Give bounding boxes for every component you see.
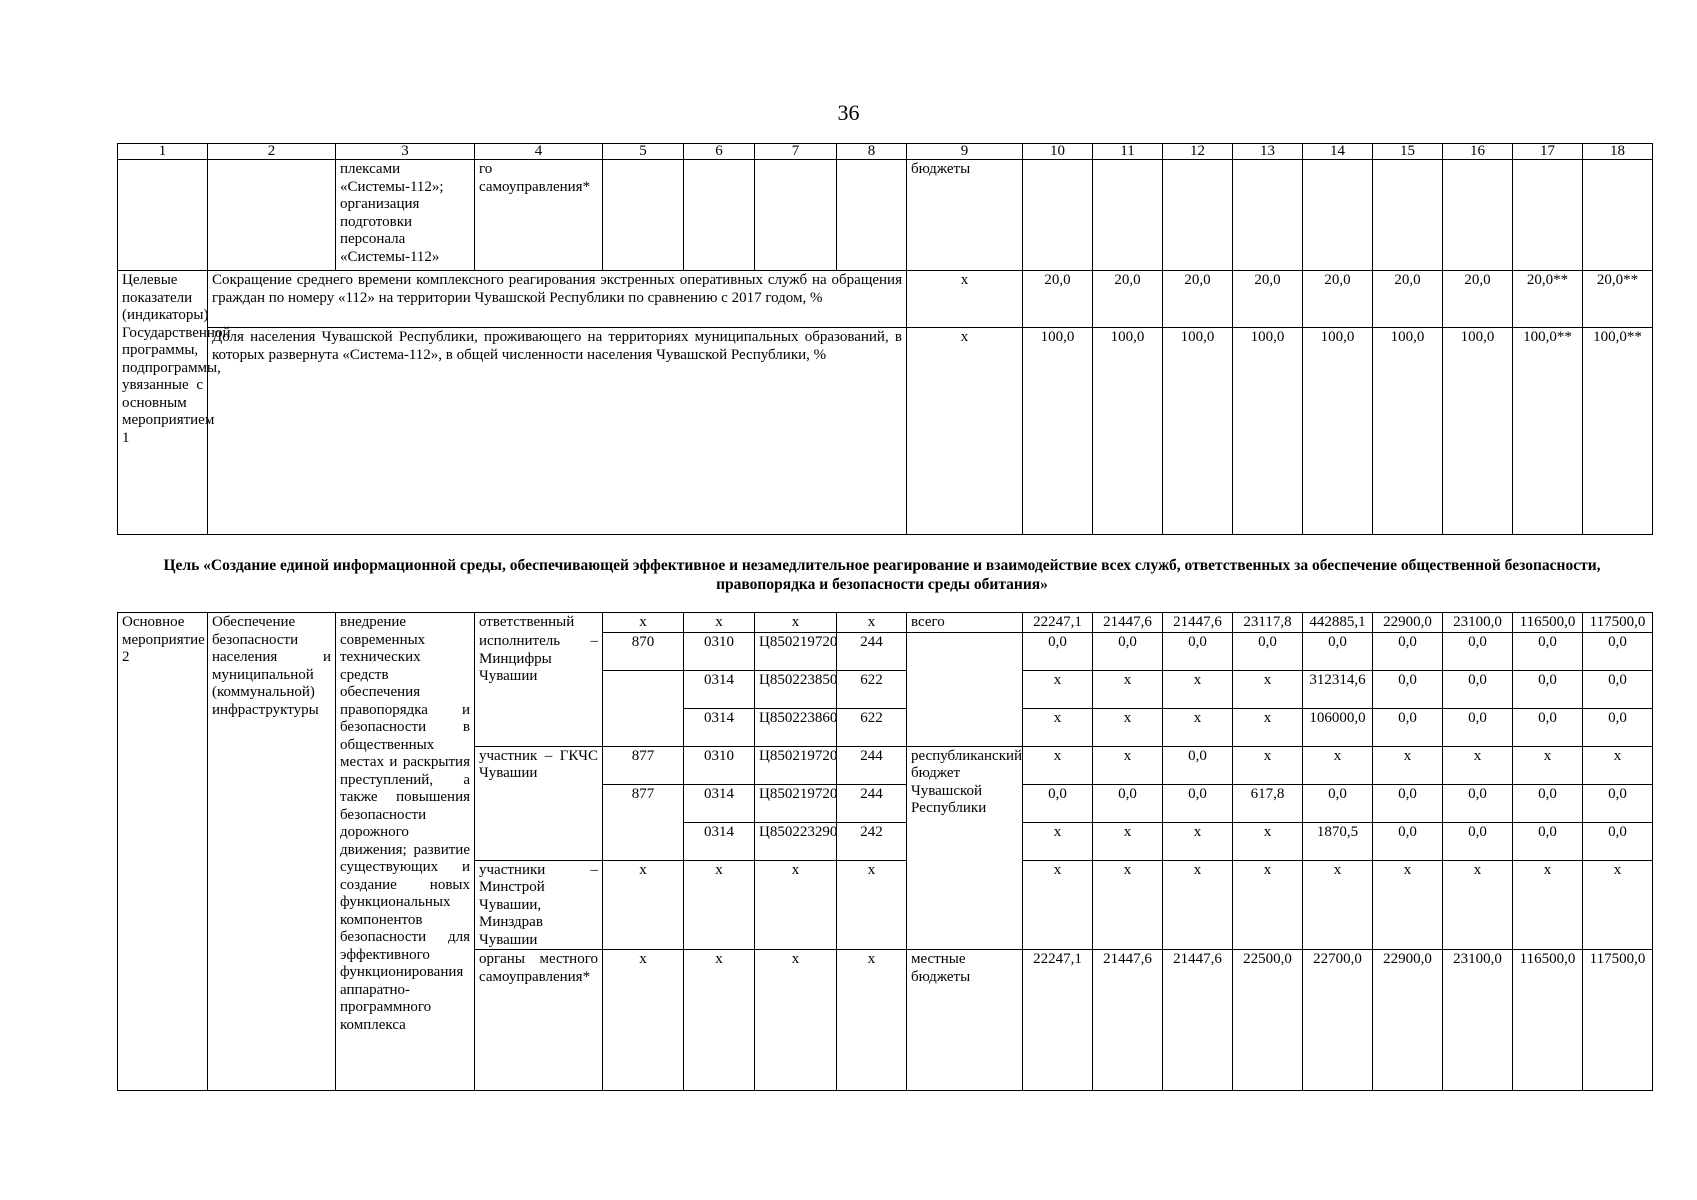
- indicator-value: 20,0: [1023, 271, 1093, 328]
- value-cell: 617,8: [1233, 784, 1303, 822]
- value-cell: 0,0: [1233, 632, 1303, 670]
- value-cell: 0,0: [1583, 708, 1653, 746]
- code-cell: Ц850223850: [755, 670, 837, 708]
- budget-local: местные бюджеты: [907, 950, 1023, 1091]
- value-cell: 117500,0: [1583, 950, 1653, 1091]
- col-number: 5: [603, 144, 684, 160]
- col-number: 17: [1513, 144, 1583, 160]
- table-row: [118, 613, 1653, 633]
- value-cell: x: [1233, 670, 1303, 708]
- measure-title: Обеспечение безопасности населения и муниципальной (коммунальной) инфраструктуры: [208, 613, 336, 1091]
- value-cell: x: [1233, 822, 1303, 860]
- value-cell: 0,0: [1583, 822, 1653, 860]
- value-cell: 0,0: [1373, 784, 1443, 822]
- code-cell: 242: [837, 822, 907, 860]
- value-cell: 0,0: [1163, 632, 1233, 670]
- value-cell: 0,0: [1023, 784, 1093, 822]
- code-cell: 877: [603, 746, 684, 784]
- indicator-value: 100,0**: [1513, 328, 1583, 535]
- value-cell: 22900,0: [1373, 613, 1443, 633]
- indicator-value: 20,0**: [1583, 271, 1653, 328]
- col-number: 9: [907, 144, 1023, 160]
- value-cell: 21447,6: [1093, 950, 1163, 1091]
- indicators-label: Целевые показатели (индикаторы) Государственной программы, подпрограммы, увязанные с основным мероприятием 1: [118, 271, 208, 535]
- indicator-c9: x: [907, 271, 1023, 328]
- code-cell: x: [603, 613, 684, 633]
- code-cell: [603, 708, 684, 746]
- col-number: 8: [837, 144, 907, 160]
- code-cell: Ц850219720: [755, 632, 837, 670]
- value-cell: 0,0: [1373, 708, 1443, 746]
- value-cell: 0,0: [1373, 822, 1443, 860]
- value-cell: 0,0: [1373, 632, 1443, 670]
- value-cell: x: [1233, 708, 1303, 746]
- indicator-value: 100,0: [1163, 328, 1233, 535]
- page-number: 36: [837, 100, 860, 125]
- value-cell: 0,0: [1373, 670, 1443, 708]
- value-cell: 0,0: [1443, 708, 1513, 746]
- indicator-text: Сокращение среднего времени комплексного реагирования экстренных оперативных служб на обращения граждан по номеру «112» на территории Чувашской Республики по сравнению с 2017 годом, %: [208, 271, 907, 328]
- value-cell: 1870,5: [1303, 822, 1373, 860]
- indicator-value: 100,0: [1443, 328, 1513, 535]
- value-cell: x: [1093, 860, 1163, 950]
- col-number: 7: [755, 144, 837, 160]
- value-cell: 0,0: [1163, 784, 1233, 822]
- code-cell: x: [603, 860, 684, 950]
- value-cell: 0,0: [1093, 784, 1163, 822]
- code-cell: Ц850223860: [755, 708, 837, 746]
- code-cell: 0314: [684, 708, 755, 746]
- value-cell: x: [1303, 746, 1373, 784]
- code-cell: x: [684, 613, 755, 633]
- indicator-text: Доля населения Чувашской Республики, проживающего на территориях муниципальных образований, в которых развернута «Система-112», в общей численности населения Чувашской Республики, %: [208, 328, 907, 535]
- measure-name: Основное мероприятие 2: [118, 613, 208, 1091]
- value-cell: x: [1583, 746, 1653, 784]
- code-cell: x: [755, 950, 837, 1091]
- local-government: органы местного самоуправления*: [475, 950, 603, 1091]
- col-number: 6: [684, 144, 755, 160]
- code-cell: 622: [837, 670, 907, 708]
- value-cell: 0,0: [1513, 784, 1583, 822]
- value-cell: 21447,6: [1163, 950, 1233, 1091]
- col-number: 18: [1583, 144, 1653, 160]
- value-cell: x: [1513, 746, 1583, 784]
- value-cell: x: [1163, 670, 1233, 708]
- participant-gkchs: участник – ГКЧС Чувашии: [475, 746, 603, 860]
- participants-other: участники – Минстрой Чувашии, Минздрав Чувашии: [475, 860, 603, 950]
- value-cell: 0,0: [1443, 632, 1513, 670]
- activity-cell: плексами «Системы-112»; организация подготовки персонала «Системы-112»: [336, 160, 475, 271]
- value-cell: 0,0: [1583, 784, 1653, 822]
- code-cell: Ц850219720: [755, 784, 837, 822]
- indicator-row: [118, 328, 1653, 535]
- indicator-value: 100,0: [1093, 328, 1163, 535]
- indicator-c9: x: [907, 328, 1023, 535]
- code-cell: 0314: [684, 822, 755, 860]
- value-cell: x: [1443, 746, 1513, 784]
- col-number: 3: [336, 144, 475, 160]
- value-cell: 22247,1: [1023, 613, 1093, 633]
- code-cell: 0310: [684, 632, 755, 670]
- code-cell: x: [755, 860, 837, 950]
- code-cell: 244: [837, 746, 907, 784]
- value-cell: x: [1093, 708, 1163, 746]
- indicator-value: 100,0**: [1583, 328, 1653, 535]
- program-table-upper: [117, 143, 1653, 535]
- col-number: 14: [1303, 144, 1373, 160]
- value-cell: x: [1303, 860, 1373, 950]
- value-cell: 22700,0: [1303, 950, 1373, 1091]
- col-number: 16: [1443, 144, 1513, 160]
- col-number: 12: [1163, 144, 1233, 160]
- value-cell: x: [1233, 746, 1303, 784]
- col-number: 15: [1373, 144, 1443, 160]
- code-cell: 244: [837, 632, 907, 670]
- indicator-value: 100,0: [1233, 328, 1303, 535]
- responsible-label: ответственный: [475, 613, 603, 633]
- value-cell: 22247,1: [1023, 950, 1093, 1091]
- code-cell: [603, 670, 684, 708]
- code-cell: 0314: [684, 670, 755, 708]
- value-cell: 117500,0: [1583, 613, 1653, 633]
- indicator-value: 20,0**: [1513, 271, 1583, 328]
- value-cell: x: [1373, 746, 1443, 784]
- continuation-row: [118, 160, 1653, 271]
- code-cell: x: [755, 613, 837, 633]
- value-cell: x: [1583, 860, 1653, 950]
- goal-heading: Цель «Создание единой информационной среды, обеспечивающей эффективное и незамедлительное реагирование и взаимодействие всех служб, ответственных за обеспечение общественной безопасности, правопорядка и безопасности среды обитания»: [163, 557, 1601, 593]
- code-cell: x: [603, 950, 684, 1091]
- code-cell: Ц850219720: [755, 746, 837, 784]
- code-cell: Ц850223290: [755, 822, 837, 860]
- value-cell: 0,0: [1443, 784, 1513, 822]
- code-cell: 877: [603, 784, 684, 822]
- code-cell: 870: [603, 632, 684, 670]
- value-cell: x: [1023, 822, 1093, 860]
- value-cell: x: [1093, 746, 1163, 784]
- indicator-value: 100,0: [1303, 328, 1373, 535]
- code-cell: x: [684, 950, 755, 1091]
- col-number: 2: [208, 144, 336, 160]
- value-cell: x: [1023, 860, 1093, 950]
- code-cell: [603, 822, 684, 860]
- code-cell: 622: [837, 708, 907, 746]
- value-cell: 22900,0: [1373, 950, 1443, 1091]
- value-cell: 0,0: [1443, 822, 1513, 860]
- code-cell: x: [684, 860, 755, 950]
- value-cell: 0,0: [1513, 708, 1583, 746]
- value-cell: 0,0: [1583, 632, 1653, 670]
- value-cell: 0,0: [1303, 632, 1373, 670]
- col-number: 10: [1023, 144, 1093, 160]
- budget-republic: республиканский бюджет Чувашской Республики: [907, 746, 1023, 950]
- value-cell: 106000,0: [1303, 708, 1373, 746]
- value-cell: 116500,0: [1513, 950, 1583, 1091]
- indicator-value: 20,0: [1443, 271, 1513, 328]
- value-cell: 23117,8: [1233, 613, 1303, 633]
- code-cell: x: [837, 860, 907, 950]
- value-cell: 0,0: [1023, 632, 1093, 670]
- program-table-lower: [117, 612, 1653, 1091]
- value-cell: 0,0: [1513, 670, 1583, 708]
- value-cell: 23100,0: [1443, 950, 1513, 1091]
- code-cell: 0314: [684, 784, 755, 822]
- value-cell: x: [1373, 860, 1443, 950]
- value-cell: x: [1513, 860, 1583, 950]
- indicator-row: [118, 271, 1653, 328]
- measure-activity: внедрение современных технических средств обеспечения правопорядка и безопасности в общественных местах и раскрытия преступлений, а также повышения безопасности дорожного движения; развитие существующих и создание новых функциональных компонентов безопасности для эффективного функционирования аппаратно-программного комплекса: [336, 613, 475, 1091]
- value-cell: 312314,6: [1303, 670, 1373, 708]
- value-cell: 0,0: [1093, 632, 1163, 670]
- indicator-value: 20,0: [1233, 271, 1303, 328]
- budget-total: всего: [907, 613, 1023, 633]
- code-cell: x: [837, 613, 907, 633]
- value-cell: 22500,0: [1233, 950, 1303, 1091]
- col-number: 13: [1233, 144, 1303, 160]
- responsible-executor: исполнитель – Минцифры Чувашии: [475, 632, 603, 746]
- value-cell: x: [1023, 670, 1093, 708]
- code-cell: x: [837, 950, 907, 1091]
- value-cell: 0,0: [1303, 784, 1373, 822]
- value-cell: 0,0: [1443, 670, 1513, 708]
- indicator-value: 20,0: [1303, 271, 1373, 328]
- indicator-value: 100,0: [1023, 328, 1093, 535]
- value-cell: 442885,1: [1303, 613, 1373, 633]
- col-number: 4: [475, 144, 603, 160]
- budget-source-cell: бюджеты: [907, 160, 1023, 271]
- value-cell: x: [1023, 746, 1093, 784]
- value-cell: x: [1093, 822, 1163, 860]
- value-cell: 0,0: [1163, 746, 1233, 784]
- value-cell: x: [1233, 860, 1303, 950]
- value-cell: 21447,6: [1093, 613, 1163, 633]
- value-cell: x: [1163, 822, 1233, 860]
- value-cell: x: [1163, 860, 1233, 950]
- indicator-value: 20,0: [1373, 271, 1443, 328]
- value-cell: 23100,0: [1443, 613, 1513, 633]
- value-cell: 116500,0: [1513, 613, 1583, 633]
- col-number: 1: [118, 144, 208, 160]
- indicator-value: 100,0: [1373, 328, 1443, 535]
- indicator-value: 20,0: [1093, 271, 1163, 328]
- value-cell: x: [1093, 670, 1163, 708]
- value-cell: 21447,6: [1163, 613, 1233, 633]
- executor-cell: го самоуправления*: [475, 160, 603, 271]
- column-number-row: [118, 144, 1653, 160]
- code-cell: 244: [837, 784, 907, 822]
- indicator-value: 20,0: [1163, 271, 1233, 328]
- value-cell: x: [1023, 708, 1093, 746]
- value-cell: 0,0: [1513, 632, 1583, 670]
- value-cell: 0,0: [1513, 822, 1583, 860]
- value-cell: 0,0: [1583, 670, 1653, 708]
- code-cell: 0310: [684, 746, 755, 784]
- value-cell: x: [1443, 860, 1513, 950]
- col-number: 11: [1093, 144, 1163, 160]
- value-cell: x: [1163, 708, 1233, 746]
